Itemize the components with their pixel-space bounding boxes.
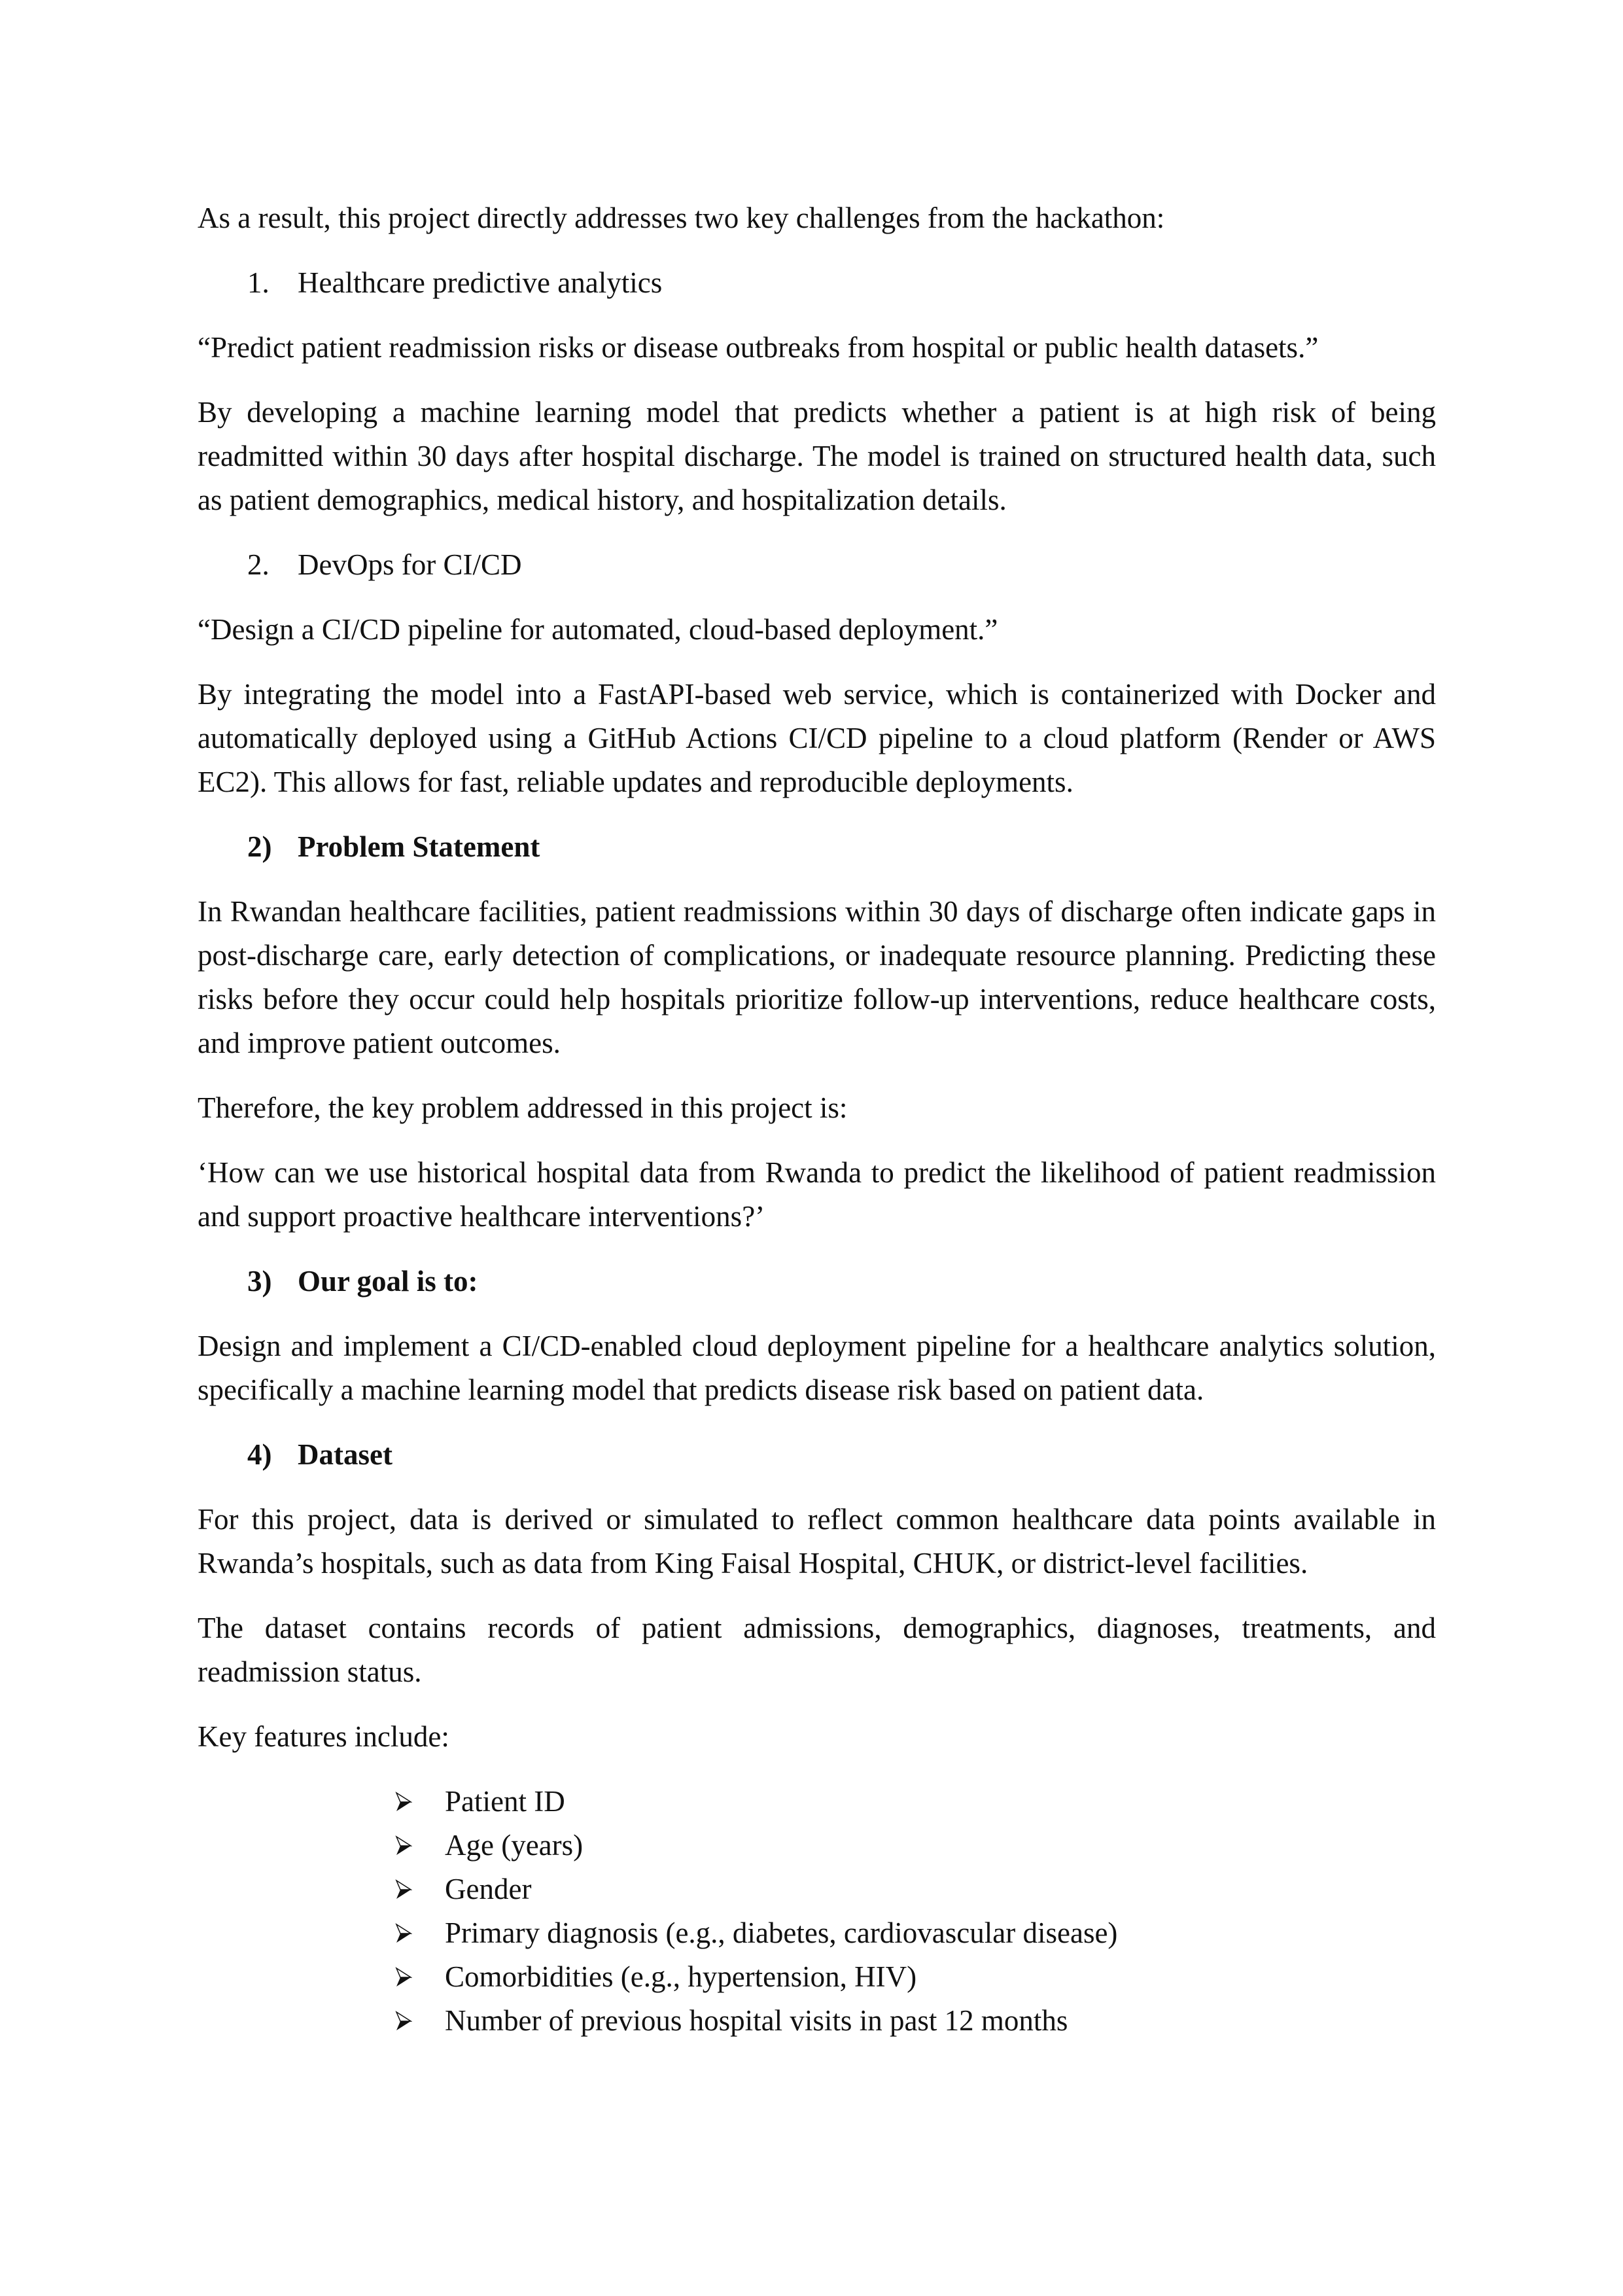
challenge-1-title: Healthcare predictive analytics <box>298 266 663 299</box>
feature-item <box>395 1911 1436 1955</box>
problem-statement-title: Problem Statement <box>298 830 540 863</box>
dataset-paragraph-1: For this project, data is derived or simulated to reflect common healthcare data points available in Rwanda’s hospitals, such as data from King Faisal Hospital, CHUK, or district-level facilities. <box>198 1503 1436 1580</box>
challenge-2-heading <box>198 543 1436 587</box>
feature-label: Patient ID <box>445 1785 565 1818</box>
challenge-2-title: DevOps for CI/CD <box>298 548 522 581</box>
intro-paragraph: As a result, this project directly addresses two key challenges from the hackathon: <box>198 202 1165 234</box>
challenge-2-number: 2. <box>247 548 270 581</box>
feature-item <box>395 1955 1436 1999</box>
features-list <box>198 1780 1436 2043</box>
problem-question: ‘How can we use historical hospital data from Rwanda to predict the likelihood of patient readmission and support proactive healthcare interventions?’ <box>198 1156 1436 1233</box>
dataset-heading <box>198 1433 1436 1477</box>
goal-title: Our goal is to: <box>298 1265 478 1298</box>
problem-paragraph-2: Therefore, the key problem addressed in this project is: <box>198 1091 848 1124</box>
arrowhead-bullet-icon <box>395 1923 412 1944</box>
feature-label: Gender <box>445 1873 532 1905</box>
arrowhead-bullet-icon <box>395 1967 412 1988</box>
challenge-2-description: By integrating the model into a FastAPI-based web service, which is containerized with Docker and automatically deployed using a GitHub Actions CI/CD pipeline to a cloud platform (Render or AWS EC2). This allows for fast, reliable updates and reproducible deployments. <box>198 678 1436 798</box>
problem-paragraph-1: In Rwandan healthcare facilities, patient readmissions within 30 days of discharge often indicate gaps in post-discharge care, early detection of complications, or inadequate resource planning. Predicting these risks before they occur could help hospitals prioritize follow-up interventions, reduce healthcare costs, and improve patient outcomes. <box>198 895 1436 1059</box>
feature-item <box>395 1999 1436 2043</box>
feature-item <box>395 1824 1436 1867</box>
arrowhead-bullet-icon <box>395 1835 412 1856</box>
arrowhead-bullet-icon <box>395 2011 412 2032</box>
challenge-1-number: 1. <box>247 266 270 299</box>
feature-item <box>395 1780 1436 1824</box>
feature-label: Primary diagnosis (e.g., diabetes, cardiovascular disease) <box>445 1916 1118 1949</box>
dataset-number: 4) <box>247 1438 272 1471</box>
challenge-1-description: By developing a machine learning model that predicts whether a patient is at high risk of being readmitted within 30 days after hospital discharge. The model is trained on structured health data, such as patient demographics, medical history, and hospitalization details. <box>198 396 1436 516</box>
feature-label: Number of previous hospital visits in past 12 months <box>445 2004 1068 2037</box>
goal-paragraph: Design and implement a CI/CD-enabled cloud deployment pipeline for a healthcare analytics solution, specifically a machine learning model that predicts disease risk based on patient data. <box>198 1330 1436 1406</box>
goal-number: 3) <box>247 1265 272 1298</box>
document-page <box>198 196 1436 2043</box>
challenge-1-heading <box>198 261 1436 305</box>
problem-statement-number: 2) <box>247 830 272 863</box>
feature-item <box>395 1867 1436 1911</box>
goal-heading <box>198 1260 1436 1303</box>
challenge-2-quote: “Design a CI/CD pipeline for automated, cloud-based deployment.” <box>198 613 998 646</box>
dataset-paragraph-2: The dataset contains records of patient admissions, demographics, diagnoses, treatments, and readmission status. <box>198 1612 1436 1688</box>
dataset-title: Dataset <box>298 1438 393 1471</box>
problem-statement-heading <box>198 825 1436 869</box>
feature-label: Comorbidities (e.g., hypertension, HIV) <box>445 1960 917 1993</box>
features-label: Key features include: <box>198 1720 449 1753</box>
arrowhead-bullet-icon <box>395 1792 412 1812</box>
arrowhead-bullet-icon <box>395 1879 412 1900</box>
challenge-1-quote: “Predict patient readmission risks or disease outbreaks from hospital or public health datasets.” <box>198 331 1319 364</box>
feature-label: Age (years) <box>445 1829 584 1862</box>
